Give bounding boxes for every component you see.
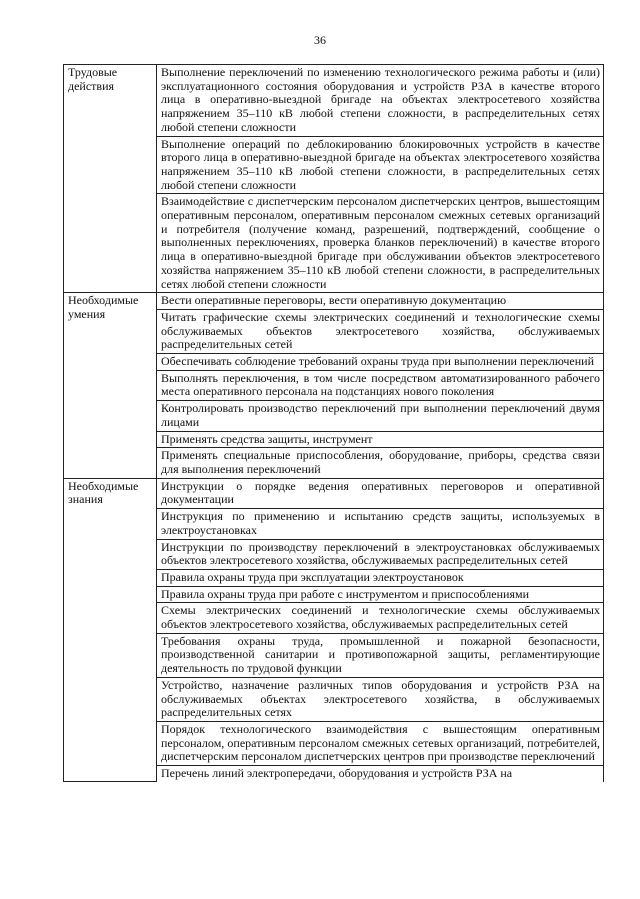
- table-row: [64, 293, 604, 310]
- table-cell: Схемы электрических соединений и технологические схемы обслуживаемых объектов электросетевого хозяйства, обслуживаемых распределительных сетей: [157, 603, 604, 633]
- table-cell: Требования охраны труда, промышленной и пожарной безопасности, производственной санитарии и противопожарной защиты, регламентирующие деятельность по трудовой функции: [157, 633, 604, 677]
- category-required-knowledge: Необходимые знания: [64, 478, 157, 782]
- table-cell: Инструкции по производству переключений в электроустановках обслуживаемых объектов электросетевого хозяйства, обслуживаемых распределительных сетей: [157, 539, 604, 569]
- table-cell: Выполнение переключений по изменению технологического режима работы и (или) эксплуатационного состояния оборудования и устройств РЗА в качестве второго лица в оперативно-выездной бригаде на объектах электросетевого хозяйства напряжением 35–110 кВ любой степени сложности, в распределительных сетях любой степени сложности: [157, 65, 604, 137]
- category-required-skills: Необходимые умения: [64, 293, 157, 478]
- table-cell: Читать графические схемы электрических соединений и технологические схемы обслуживаемых объектов электросетевого хозяйства, обслуживаемых распределительных сетей: [157, 309, 604, 353]
- table-row: [64, 478, 604, 508]
- table-cell: Применять средства защиты, инструмент: [157, 431, 604, 448]
- table-cell: Обеспечивать соблюдение требований охраны труда при выполнении переключений: [157, 354, 604, 371]
- page-number: 36: [314, 33, 326, 47]
- table-cell: Применять специальные приспособления, оборудование, приборы, средства связи для выполнения переключений: [157, 448, 604, 478]
- category-labor-actions: Трудовые действия: [64, 65, 157, 293]
- table-cell: Контролировать производство переключений при выполнении переключений двумя лицами: [157, 401, 604, 431]
- table-cell: Устройство, назначение различных типов оборудования и устройств РЗА на обслуживаемых объектах электросетевого хозяйства, в обслуживаемых распределительных сетях: [157, 677, 604, 721]
- table-cell: Перечень линий электропередачи, оборудования и устройств РЗА на: [157, 766, 604, 782]
- table-cell: Выполнение операций по деблокированию блокировочных устройств в качестве второго лица в оперативно-выездной бригаде на объектах электросетевого хозяйства напряжением 35–110 кВ любой степени сложности, в распределительных сетях любой степени сложности: [157, 136, 604, 194]
- table-cell: Инструкции о порядке ведения оперативных переговоров и оперативной документации: [157, 478, 604, 508]
- table-cell: Порядок технологического взаимодействия с вышестоящим оперативным персоналом, оперативным персоналом смежных сетевых организаций, потребителей, диспетчерским персоналом диспетчерских центров при производстве переключений: [157, 721, 604, 765]
- table-cell: Инструкция по применению и испытанию средств защиты, используемых в электроустановках: [157, 509, 604, 539]
- table-cell: Взаимодействие с диспетчерским персоналом диспетчерских центров, вышестоящим оперативным персоналом, оперативным персоналом смежных сетевых организаций и потребителя (получение команд, разрешений, подтверждений, сообщение о выполненных переключениях, проверка бланков переключений) в качестве второго лица в оперативно-выездной бригаде при обслуживании объектов электросетевого хозяйства напряжением 35–110 кВ любой степени сложности, в распределительных сетях любой степени сложности: [157, 194, 604, 293]
- table-row: [64, 65, 604, 137]
- table-cell: Правила охраны труда при работе с инструментом и приспособлениями: [157, 586, 604, 603]
- table-cell: Вести оперативные переговоры, вести оперативную документацию: [157, 293, 604, 310]
- labor-function-table: [63, 64, 604, 782]
- table-cell: Правила охраны труда при эксплуатации электроустановок: [157, 569, 604, 586]
- table-cell: Выполнять переключения, в том числе посредством автоматизированного рабочего места оперативного персонала на подстанциях нового поколения: [157, 370, 604, 400]
